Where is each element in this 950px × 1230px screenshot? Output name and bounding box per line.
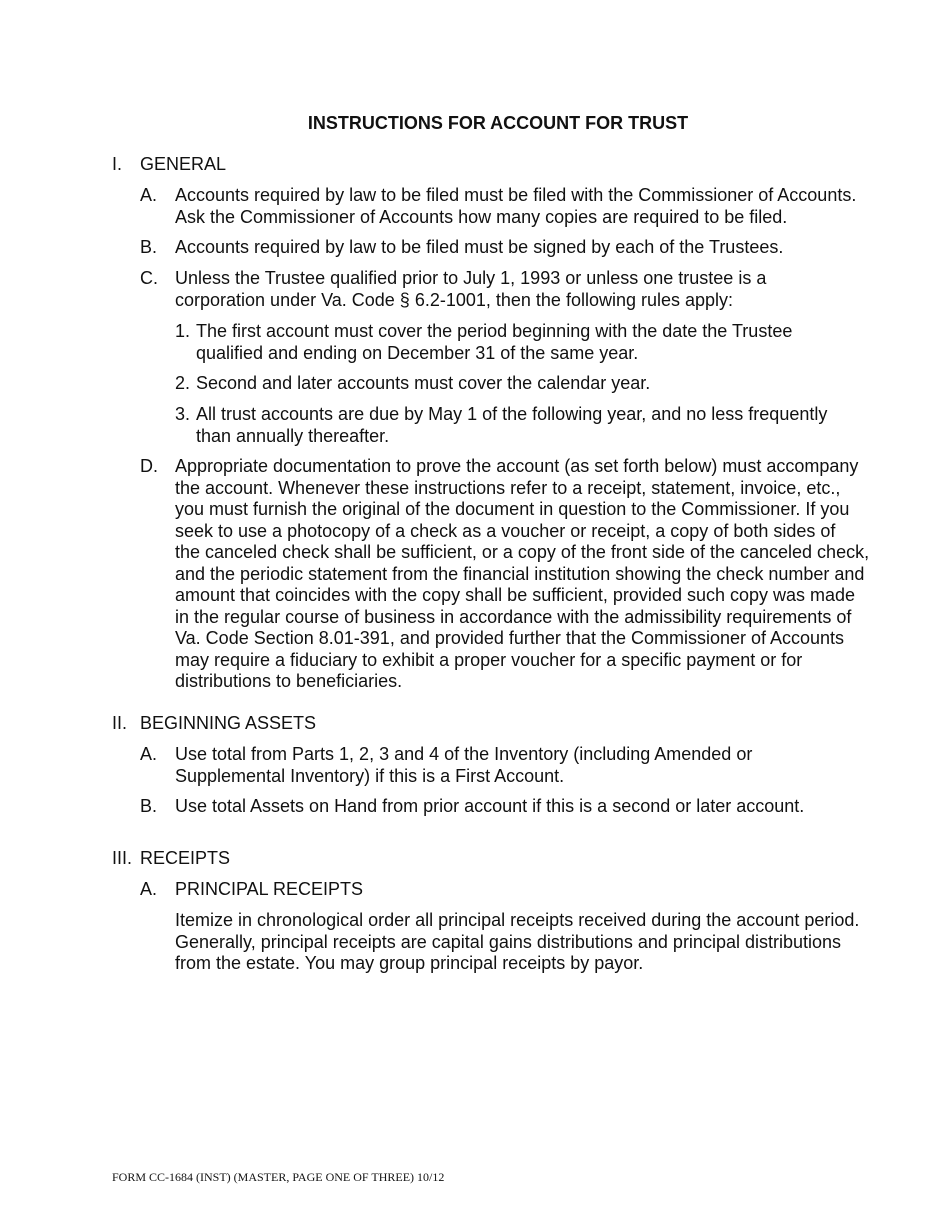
section-2-heading: BEGINNING ASSETS	[140, 713, 317, 733]
text-line: qualified and ending on December 31 of the same year.	[196, 342, 639, 363]
section-1-item-b-letter: B.	[140, 237, 158, 257]
text-line: Use total Assets on Hand from prior account if this is a second or later account.	[175, 796, 805, 816]
text-line: corporation under Va. Code § 6.2-1001, then the following rules apply:	[175, 289, 734, 310]
text-line: from the estate. You may group principal receipts by payor.	[175, 953, 644, 973]
section-3-item-a-heading: PRINCIPAL RECEIPTS	[175, 879, 364, 899]
text-line: Second and later accounts must cover the calendar year.	[196, 373, 651, 393]
section-2-item-b-letter: B.	[140, 796, 158, 816]
section-1-item-d-text	[175, 456, 869, 693]
text-line: seek to use a photocopy of a check as a voucher or receipt, a copy of both sides of	[175, 520, 836, 541]
subitem-3-text	[196, 404, 827, 447]
subitem-1-number: 1.	[175, 321, 191, 341]
text-line: Va. Code Section 8.01-391, and provided further that the Commissioner of Accounts	[175, 628, 845, 648]
text-line: Appropriate documentation to prove the account (as set forth below) must accompany	[175, 456, 859, 476]
text-line: Itemize in chronological order all principal receipts received during the account period.	[175, 910, 860, 930]
text-line: and the periodic statement from the financial institution showing the check number and	[175, 563, 865, 584]
text-line: in the regular course of business in accordance with the admissibility requirements of	[175, 606, 852, 627]
text-line: Generally, principal receipts are capital gains distributions and principal distributions	[175, 931, 842, 952]
text-line: the canceled check shall be sufficient, or a copy of the front side of the canceled check,	[175, 542, 870, 562]
section-2-item-a-text	[175, 744, 752, 787]
text-line: All trust accounts are due by May 1 of the following year, and no less frequently	[196, 404, 828, 424]
text-line: Accounts required by law to be filed must be filed with the Commissioner of Accounts.	[175, 185, 857, 205]
section-1-item-d-letter: D.	[140, 456, 158, 476]
page-title: INSTRUCTIONS FOR ACCOUNT FOR TRUST	[307, 113, 689, 133]
text-line: the account. Whenever these instructions refer to a receipt, statement, invoice, etc.,	[175, 477, 841, 498]
section-1-item-a-letter: A.	[140, 185, 158, 205]
section-3-heading: RECEIPTS	[140, 848, 231, 868]
text-line: distributions to beneficiaries.	[175, 671, 403, 691]
subitem-2-number: 2.	[175, 373, 191, 393]
principal-receipts-paragraph	[175, 910, 859, 975]
text-line: than annually thereafter.	[196, 425, 390, 446]
section-2-item-b-text	[175, 796, 804, 818]
text-line: Ask the Commissioner of Accounts how many copies are required to be filed.	[175, 206, 788, 227]
text-line: The first account must cover the period beginning with the date the Trustee	[196, 321, 793, 341]
text-line: Accounts required by law to be filed must be signed by each of the Trustees.	[175, 237, 784, 257]
text-line: may require a fiduciary to exhibit a proper voucher for a specific payment or for	[175, 649, 803, 670]
text-line: Use total from Parts 1, 2, 3 and 4 of the Inventory (including Amended or	[175, 744, 753, 764]
text-line: you must furnish the original of the document in question to the Commissioner. If you	[175, 499, 850, 519]
text-line: amount that coincides with the copy shall be sufficient, provided such copy was made	[175, 585, 856, 605]
subitem-3-number: 3.	[175, 404, 191, 424]
section-1-item-c-text	[175, 268, 766, 311]
section-2-numeral: II.	[112, 713, 128, 733]
subitem-1-text	[196, 321, 792, 364]
subitem-2-text	[196, 373, 650, 395]
section-1-item-a-text	[175, 185, 856, 228]
section-1-item-b-text	[175, 237, 783, 259]
form-footer: FORM CC-1684 (INST) (MASTER, PAGE ONE OF THREE) 10/12	[112, 1170, 445, 1184]
text-line: Supplemental Inventory) if this is a First Account.	[175, 765, 565, 786]
section-1-heading: GENERAL	[140, 154, 227, 174]
section-1-numeral: I.	[112, 154, 123, 174]
text-line: Unless the Trustee qualified prior to July 1, 1993 or unless one trustee is a	[175, 268, 767, 288]
section-3-item-a-letter: A.	[140, 879, 158, 899]
section-2-item-a-letter: A.	[140, 744, 158, 764]
section-1-item-c-letter: C.	[140, 268, 158, 288]
section-3-numeral: III.	[112, 848, 133, 868]
